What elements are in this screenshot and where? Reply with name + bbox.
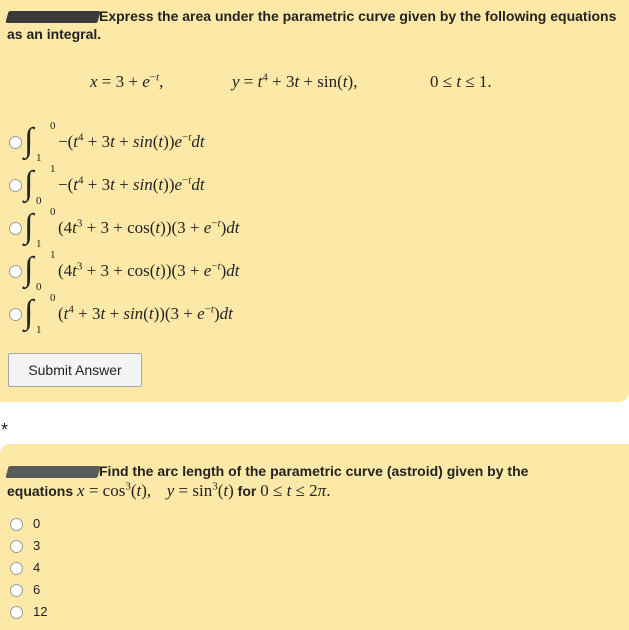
integrand: $-(t^4 + 3t + \sin(t))e^{-t}dt$ [58, 174, 205, 194]
equation-range: 0 ≤ t ≤ 1. [430, 72, 492, 91]
answer-option-6[interactable] [0, 580, 80, 602]
integral-sign-icon: ∫ [24, 294, 34, 331]
upper-limit: 0 [50, 206, 56, 218]
question-2-text: Find the arc length of the parametric curve (astroid) given by the [7, 462, 622, 480]
integral-sign-icon: ∫ [24, 251, 34, 288]
radio-option[interactable] [10, 584, 23, 597]
upper-limit: 1 [50, 249, 56, 261]
redacted-question-number [5, 466, 100, 478]
question-2-equations: equations $x = \cos^3(t)$, $y = \sin^3(t)$ for 0 ≤ t ≤ 2π. [7, 480, 331, 500]
equation-y: $y = \sin^3(t)$ [166, 480, 234, 500]
answer-option-1[interactable] [0, 120, 629, 164]
radio-option-5[interactable] [9, 308, 22, 321]
lower-limit: 1 [36, 152, 42, 164]
radio-option[interactable] [10, 540, 23, 553]
integrand: $-(t^4 + 3t + \sin(t))e^{-t}dt$ [58, 131, 205, 151]
equation-y: $y = t^4 + 3t + \sin(t)$, [232, 71, 358, 91]
radio-option-2[interactable] [9, 179, 22, 192]
upper-limit: 0 [50, 120, 56, 132]
answer-option-4[interactable] [0, 249, 629, 293]
option-value: 0 [33, 516, 41, 531]
lower-limit: 1 [36, 238, 42, 250]
option-value: 4 [33, 560, 41, 575]
integrand: $(4t^3 + 3 + \cos(t))(3 + e^{-t})dt$ [58, 217, 240, 237]
answer-option-12[interactable] [0, 602, 80, 624]
radio-option[interactable] [10, 606, 23, 619]
lower-limit: 0 [36, 195, 42, 207]
question-1-text: Express the area under the parametric curve given by the following equations as an integral. [7, 8, 617, 42]
answer-option-0[interactable] [0, 514, 80, 536]
integrand: $(4t^3 + 3 + \cos(t))(3 + e^{-t})dt$ [58, 260, 240, 280]
upper-limit: 1 [50, 163, 56, 175]
option-value: 6 [33, 582, 41, 597]
radio-option-1[interactable] [9, 136, 22, 149]
integral-sign-icon: ∫ [24, 122, 34, 159]
required-asterisk: * [1, 420, 9, 440]
answer-option-3[interactable] [0, 536, 80, 558]
answer-option-3[interactable] [0, 206, 629, 250]
answer-option-2[interactable] [0, 163, 629, 207]
answer-option-4[interactable] [0, 558, 80, 580]
equation-x: $x = 3 + e^{-t}$, [90, 71, 164, 91]
lower-limit: 1 [36, 324, 42, 336]
question-card-2 [0, 444, 629, 630]
integral-sign-icon: ∫ [24, 208, 34, 245]
equation-x: $x = \cos^3(t)$, [77, 480, 152, 500]
submit-answer-button[interactable]: Submit Answer [8, 353, 142, 387]
radio-option[interactable] [10, 518, 23, 531]
upper-limit: 0 [50, 292, 56, 304]
equation-range: 0 ≤ t ≤ 2π. [260, 481, 331, 500]
lower-limit: 0 [36, 281, 42, 293]
radio-option-3[interactable] [9, 222, 22, 235]
option-value: 12 [33, 604, 48, 619]
option-value: 3 [33, 538, 41, 553]
integral-sign-icon: ∫ [24, 165, 34, 202]
radio-option-4[interactable] [9, 265, 22, 278]
answer-option-5[interactable] [0, 292, 629, 336]
integrand: $(t^4 + 3t + \sin(t))(3 + e^{-t})dt$ [58, 303, 233, 323]
redacted-question-number [5, 11, 100, 23]
radio-option[interactable] [10, 562, 23, 575]
